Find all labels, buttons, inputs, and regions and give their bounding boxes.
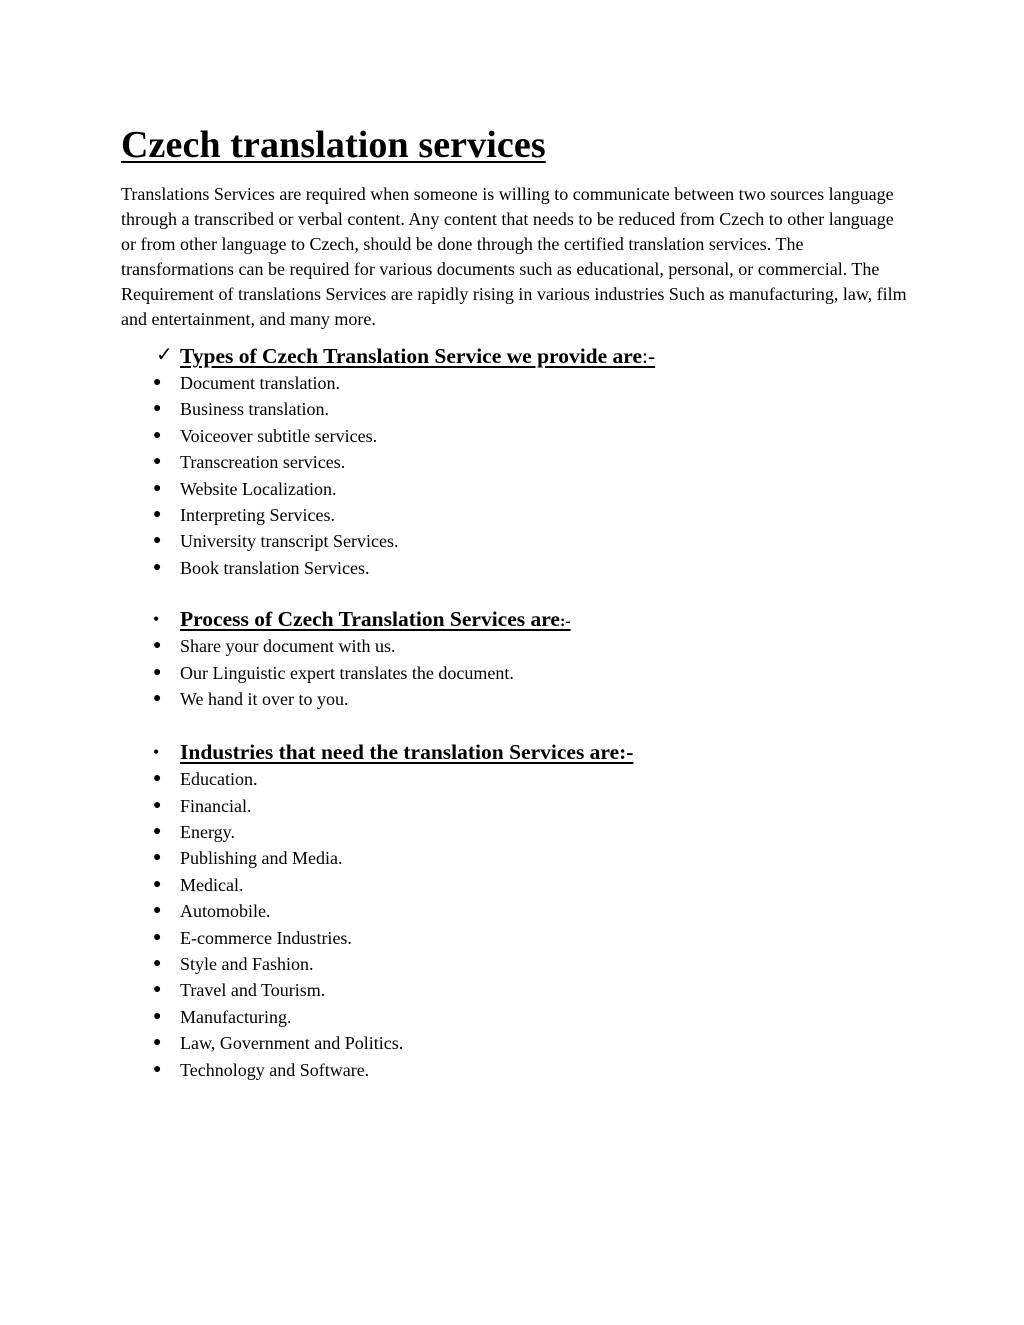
bullet-icon: ● <box>153 1035 162 1051</box>
types-list <box>121 370 911 581</box>
list-item: ● We hand it over to you. <box>121 686 911 712</box>
checkmark-icon: ✓ <box>156 344 173 366</box>
section-heading <box>121 738 911 766</box>
list-item: ● Book translation Services. <box>121 555 911 581</box>
bullet-icon: ● <box>153 982 162 998</box>
bullet-icon: ● <box>153 1061 162 1077</box>
list-item: ● Our Linguistic expert translates the document. <box>121 660 911 686</box>
bullet-icon: ● <box>153 797 162 813</box>
industries-list <box>121 766 911 1083</box>
list-item: ● Share your document with us. <box>121 633 911 659</box>
section-industries <box>121 738 911 1083</box>
section-types <box>121 342 911 581</box>
list-item: ● Document translation. <box>121 370 911 396</box>
list-item: ● Automobile. <box>121 898 911 924</box>
bullet-icon: ● <box>153 664 162 680</box>
list-item: ● Business translation. <box>121 396 911 422</box>
list-item: ● Travel and Tourism. <box>121 977 911 1003</box>
document-page <box>121 120 911 1083</box>
section-heading-text: Industries that need the translation Services are:- <box>180 740 634 765</box>
list-item: ● E-commerce Industries. <box>121 925 911 951</box>
bullet-icon: ● <box>153 929 162 945</box>
list-item: ● Interpreting Services. <box>121 502 911 528</box>
bullet-icon: • <box>153 742 160 763</box>
section-heading-text: Process of Czech Translation Services are <box>180 607 560 632</box>
list-item: ● Technology and Software. <box>121 1057 911 1083</box>
section-heading <box>121 605 911 633</box>
list-item: ● Manufacturing. <box>121 1004 911 1030</box>
bullet-icon: ● <box>153 876 162 892</box>
bullet-icon: ● <box>153 771 162 787</box>
section-heading-suffix: :- <box>642 344 656 368</box>
intro-paragraph: Translations Services are required when someone is willing to communicate between two sources language through a transcribed or verbal content. Any content that needs to be reduced from Czech to other language or from other language to Czech, should be done through the certified translation services. The transformations can be required for various documents such as educational, personal, or commercial. The Requirement of translations Services are rapidly rising in various industries Such as manufacturing, law, film and entertainment, and many more. <box>121 184 907 329</box>
bullet-icon: • <box>153 609 160 630</box>
bullet-icon: ● <box>153 559 162 575</box>
bullet-icon: ● <box>153 1008 162 1024</box>
list-item: ● Publishing and Media. <box>121 845 911 871</box>
bullet-icon: ● <box>153 690 162 706</box>
list-item: ● Voiceover subtitle services. <box>121 423 911 449</box>
section-heading <box>121 342 911 370</box>
bullet-icon: ● <box>153 506 162 522</box>
bullet-icon: ● <box>153 956 162 972</box>
list-item: ● Education. <box>121 766 911 792</box>
bullet-icon: ● <box>153 903 162 919</box>
bullet-icon: ● <box>153 824 162 840</box>
list-item: ● Website Localization. <box>121 476 911 502</box>
page-title: Czech translation services <box>121 124 546 166</box>
bullet-icon: ● <box>153 850 162 866</box>
section-heading-suffix: :- <box>559 613 571 631</box>
bullet-icon: ● <box>153 401 162 417</box>
bullet-icon: ● <box>153 638 162 654</box>
list-item: ● University transcript Services. <box>121 528 911 554</box>
list-item: ● Style and Fashion. <box>121 951 911 977</box>
bullet-icon: ● <box>153 533 162 549</box>
bullet-icon: ● <box>153 454 162 470</box>
bullet-icon: ● <box>153 480 162 496</box>
list-item: ● Medical. <box>121 872 911 898</box>
list-item: ● Transcreation services. <box>121 449 911 475</box>
list-item: ● Energy. <box>121 819 911 845</box>
bullet-icon: ● <box>153 427 162 443</box>
section-process <box>121 605 911 712</box>
section-heading-text: Types of Czech Translation Service we provide are <box>180 344 642 368</box>
list-item: ● Law, Government and Politics. <box>121 1030 911 1056</box>
list-item: ● Financial. <box>121 793 911 819</box>
bullet-icon: ● <box>153 375 162 390</box>
process-list <box>121 633 911 712</box>
